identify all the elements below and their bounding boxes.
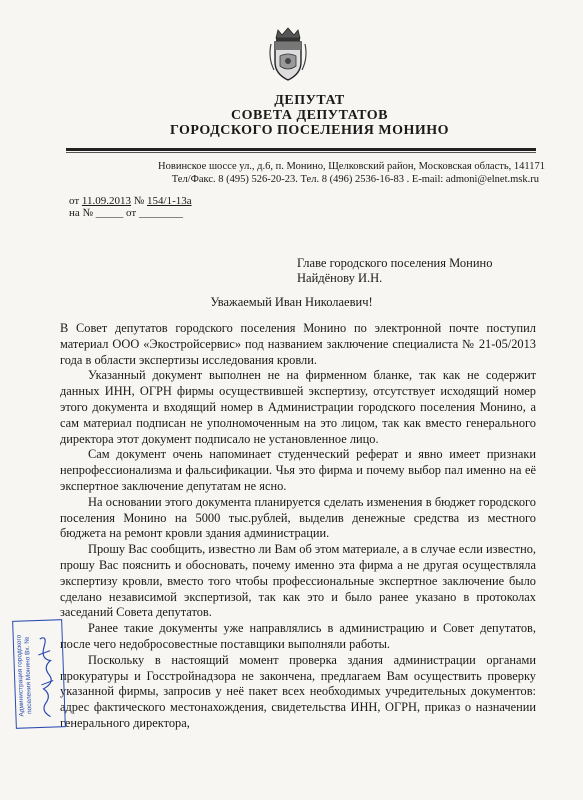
- ref-blank: _____: [95, 207, 124, 219]
- reg-number: 154/1-13а: [147, 195, 192, 207]
- handwritten-number-icon: [34, 630, 61, 721]
- header-divider-thin: [66, 152, 536, 153]
- reference-line: [69, 207, 183, 220]
- paragraph: Ранее такие документы уже направлялись в администрацию и Совет депутатов, после чего недобросовестные поставщики выполняли работы.: [60, 621, 536, 651]
- letter-body: [60, 321, 536, 732]
- header-divider-thick: [66, 148, 536, 151]
- header-title-line1: ДЕПУТАТ: [274, 93, 345, 108]
- reg-date: 11.09.2013: [81, 195, 132, 207]
- incoming-registration-stamp: [12, 619, 66, 729]
- paragraph: В Совет депутатов городского поселения Монино по электронной почте поступил материал ООО «Экостройсервис» под названием заключение специалиста № 21-05/2013 года в области экспертизы исследования кровли.: [60, 321, 536, 367]
- paragraph: Поскольку в настоящий момент проверка здания администрации органами прокуратуры и Госстройнадзора не закончена, предлагаем Вам осуществить проверку указанной фирмы, запросив у неё пакет всех необходимых учредительных документов: адрес фактического местонахождения, свидетельства ИНН, ОГРН, приказ о назначении генерального директора,: [60, 652, 536, 730]
- header-title-line2: СОВЕТА ДЕПУТАТОВ: [231, 108, 388, 123]
- ref-label: на №: [69, 207, 94, 219]
- stamp-text: Администрация городского поселения Монино Вх. №: [15, 634, 34, 717]
- ref-from-blank: ________: [138, 207, 183, 219]
- contact-phones: Тел/Факс. 8 (495) 526-20-23. Тел. 8 (496) 2536-16-83 . E-mail: admoni@elnet.msk.ru: [171, 174, 539, 185]
- contact-address: Новинское шоссе ул., д.6, п. Монино, Щелковский район, Московская область, 141171: [158, 161, 545, 172]
- ref-from-label: от: [126, 207, 137, 219]
- coat-of-arms-emblem-icon: [266, 26, 310, 82]
- reg-from-label: от: [69, 195, 80, 207]
- greeting: Уважаемый Иван Николаевич!: [210, 295, 373, 309]
- addressee-line1: Главе городского поселения Монино: [297, 256, 493, 270]
- addressee-line2: Найдёнову И.Н.: [297, 271, 383, 285]
- paragraph: Сам документ очень напоминает студенческий реферат и явно имеет признаки непрофессионализма и фальсификации. Чья это фирма и почему выбор пал именно на её экспертное заключение депутатам не ясно.: [60, 447, 536, 493]
- reg-number-label: №: [133, 195, 145, 207]
- paragraph: На основании этого документа планируется сделать изменения в бюджет городского поселения Монино на 5000 тыс.рублей, выделив денежные средства из местного бюджета на ремонт кровли здания администрации.: [60, 494, 536, 541]
- paragraph: Указанный документ выполнен не на фирменном бланке, так как не содержит данных ИНН, ОГРН фирмы осуществившей экспертизу, отсутствует исходящий номер этого документа и входящий номер в Администрации городского поселения Монино, а сам материал подписан не уполномоченным на это лицом, так как вместо генерального директора этот документ подписало не установленное лицо.: [60, 368, 536, 446]
- paragraph: Прошу Вас сообщить, известно ли Вам об этом материале, а в случае если известно, прошу Вас пояснить и обосновать, почему именно эта фирма а не другая осуществляла экспертизу кровли, вместо того чтобы профессиональные экспертное заключение было сделано независимой экспертизой, так как это и было ранее указано в протоколах заседаний Совета депутатов.: [60, 542, 536, 620]
- header-title-line3: ГОРОДСКОГО ПОСЕЛЕНИЯ МОНИНО: [169, 123, 450, 138]
